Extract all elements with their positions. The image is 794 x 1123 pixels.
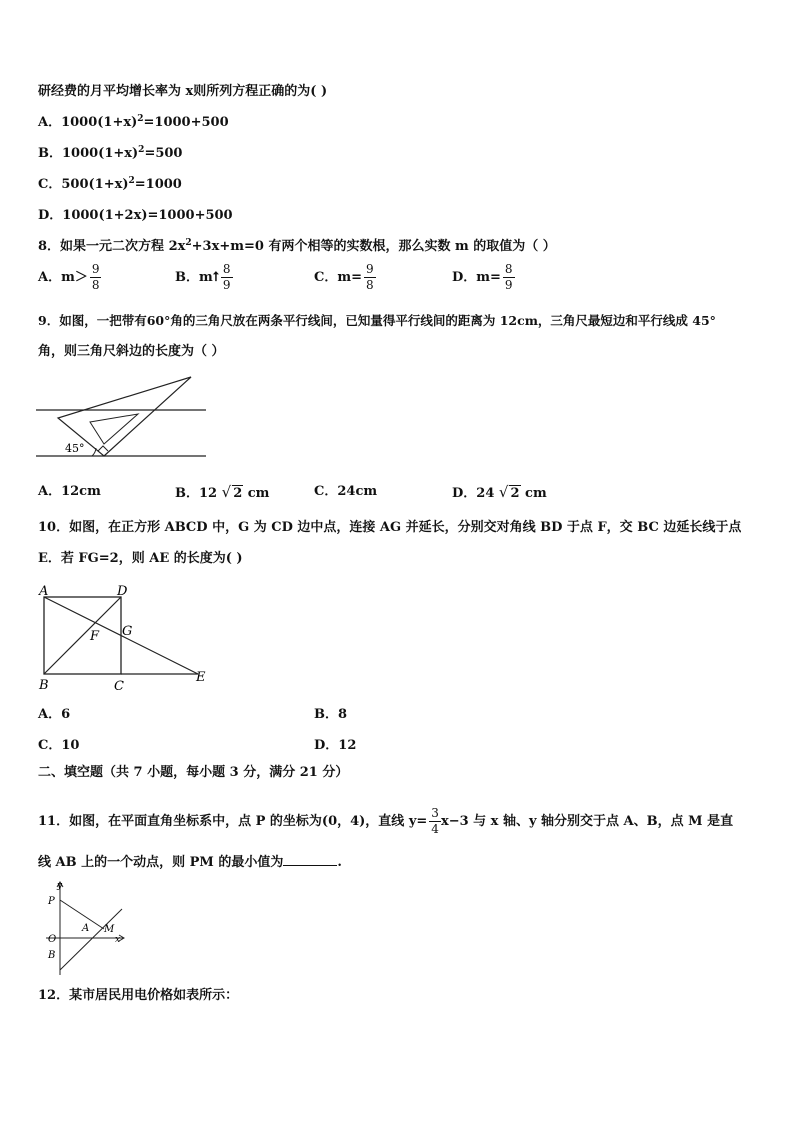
q11-stem-line2: 线 AB 上的一个动点，则 PM 的最小值为 . bbox=[38, 855, 342, 870]
triangle-ruler-inner bbox=[90, 414, 138, 444]
fraction: $\frac{9}{8}$ bbox=[366, 262, 374, 292]
line-ab bbox=[60, 909, 122, 970]
angle-45-label: 45° bbox=[65, 442, 85, 455]
q10-option-d: D．12 bbox=[314, 738, 357, 753]
label-a: A bbox=[39, 584, 49, 599]
label-f: F bbox=[90, 629, 100, 644]
q8-option-c: C．m= $\frac{9}{8}$ bbox=[314, 262, 374, 292]
label-d: D bbox=[117, 584, 128, 599]
answer-blank bbox=[283, 853, 337, 866]
q9-option-c: C．24cm bbox=[314, 484, 378, 499]
q8-stem: 8．如果一元二次方程 $2x^2+3x+m=0$ 有两个相等的实数根，那么实数 m 的取值为（ ） bbox=[38, 238, 556, 254]
q10-option-a: A．6 bbox=[38, 707, 71, 722]
q12-stem: 12．某市居民用电价格如表所示： bbox=[38, 988, 239, 1003]
diagonal-bd bbox=[44, 597, 121, 674]
q7-option-c: C．$500(1+x)^2=1000$ bbox=[38, 176, 182, 192]
q10-figure bbox=[36, 582, 216, 692]
section-2-heading: 二、填空题（共 7 小题，每小题 3 分，满分 21 分） bbox=[38, 765, 349, 780]
q9-option-b: B．12 √ 2 cm bbox=[175, 483, 270, 501]
fraction: $\frac{3}{4}$ bbox=[431, 806, 439, 836]
label-o: O bbox=[48, 934, 57, 945]
label-x: x bbox=[115, 935, 121, 945]
q10-option-c: C．10 bbox=[38, 738, 80, 753]
q7-option-d: D．1000(1+2x)=1000+500 bbox=[38, 208, 233, 223]
fraction: $\frac{8}{9}$ bbox=[222, 262, 231, 292]
q10-stem-line1: 10．如图，在正方形 ABCD 中，G 为 CD 边中点，连接 AG 并延长，分别交对角线 BD 于点 F，交 BC 边延长线于点 bbox=[38, 520, 742, 535]
q9-stem-line1: 9．如图，一把带有60°角的三角尺放在两条平行线间，已知量得平行线间的距离为 12cm，三角尺最短边和平行线成 45° bbox=[38, 313, 716, 328]
label-g: G bbox=[122, 624, 133, 639]
label-e: E bbox=[196, 670, 206, 685]
q9-option-a: A．12cm bbox=[38, 484, 101, 499]
label-b: B bbox=[39, 678, 49, 693]
q7-option-b: B．$1000(1+x)^2=500$ bbox=[38, 145, 183, 161]
fraction: $\frac{9}{8}$ bbox=[91, 262, 100, 292]
q7-option-a: A．$1000(1+x)^2=1000+500$ bbox=[38, 114, 229, 130]
label-c: C bbox=[114, 679, 124, 694]
fraction: $\frac{8}{9}$ bbox=[504, 262, 513, 292]
label-a: A bbox=[82, 923, 90, 934]
label-y: y bbox=[57, 881, 63, 891]
label-p: P bbox=[48, 896, 55, 907]
q11-figure bbox=[44, 880, 134, 978]
q11-stem-line1: 11．如图，在平面直角坐标系中，点 P 的坐标为(0，4)，直线 y= $\frac{3}{4}$ x−3 与 x 轴、y 轴分别交于点 A、B，点 M 是直 bbox=[38, 806, 734, 836]
label-m: M bbox=[104, 924, 115, 935]
q7-stem: 研经费的月平均增长率为 x则所列方程正确的为( ) bbox=[38, 84, 328, 99]
q10-stem-line2: E．若 FG=2，则 AE 的长度为( ) bbox=[38, 551, 243, 566]
label-b: B bbox=[48, 950, 56, 961]
q9-option-d: D．24 √ 2 cm bbox=[452, 483, 547, 501]
q9-stem-line2: 角，则三角尺斜边的长度为（ ） bbox=[38, 344, 225, 359]
right-angle-mark bbox=[98, 446, 108, 451]
q9-figure bbox=[36, 374, 211, 462]
q8-option-a: A．m＞ $\frac{9}{8}$ bbox=[38, 262, 100, 292]
angle-arc bbox=[92, 448, 96, 456]
q10-option-b: B．8 bbox=[314, 707, 348, 722]
q8-option-d: D．m= $\frac{8}{9}$ bbox=[452, 262, 513, 292]
q8-option-b: B．m⭡ $\frac{8}{9}$ bbox=[175, 262, 231, 292]
